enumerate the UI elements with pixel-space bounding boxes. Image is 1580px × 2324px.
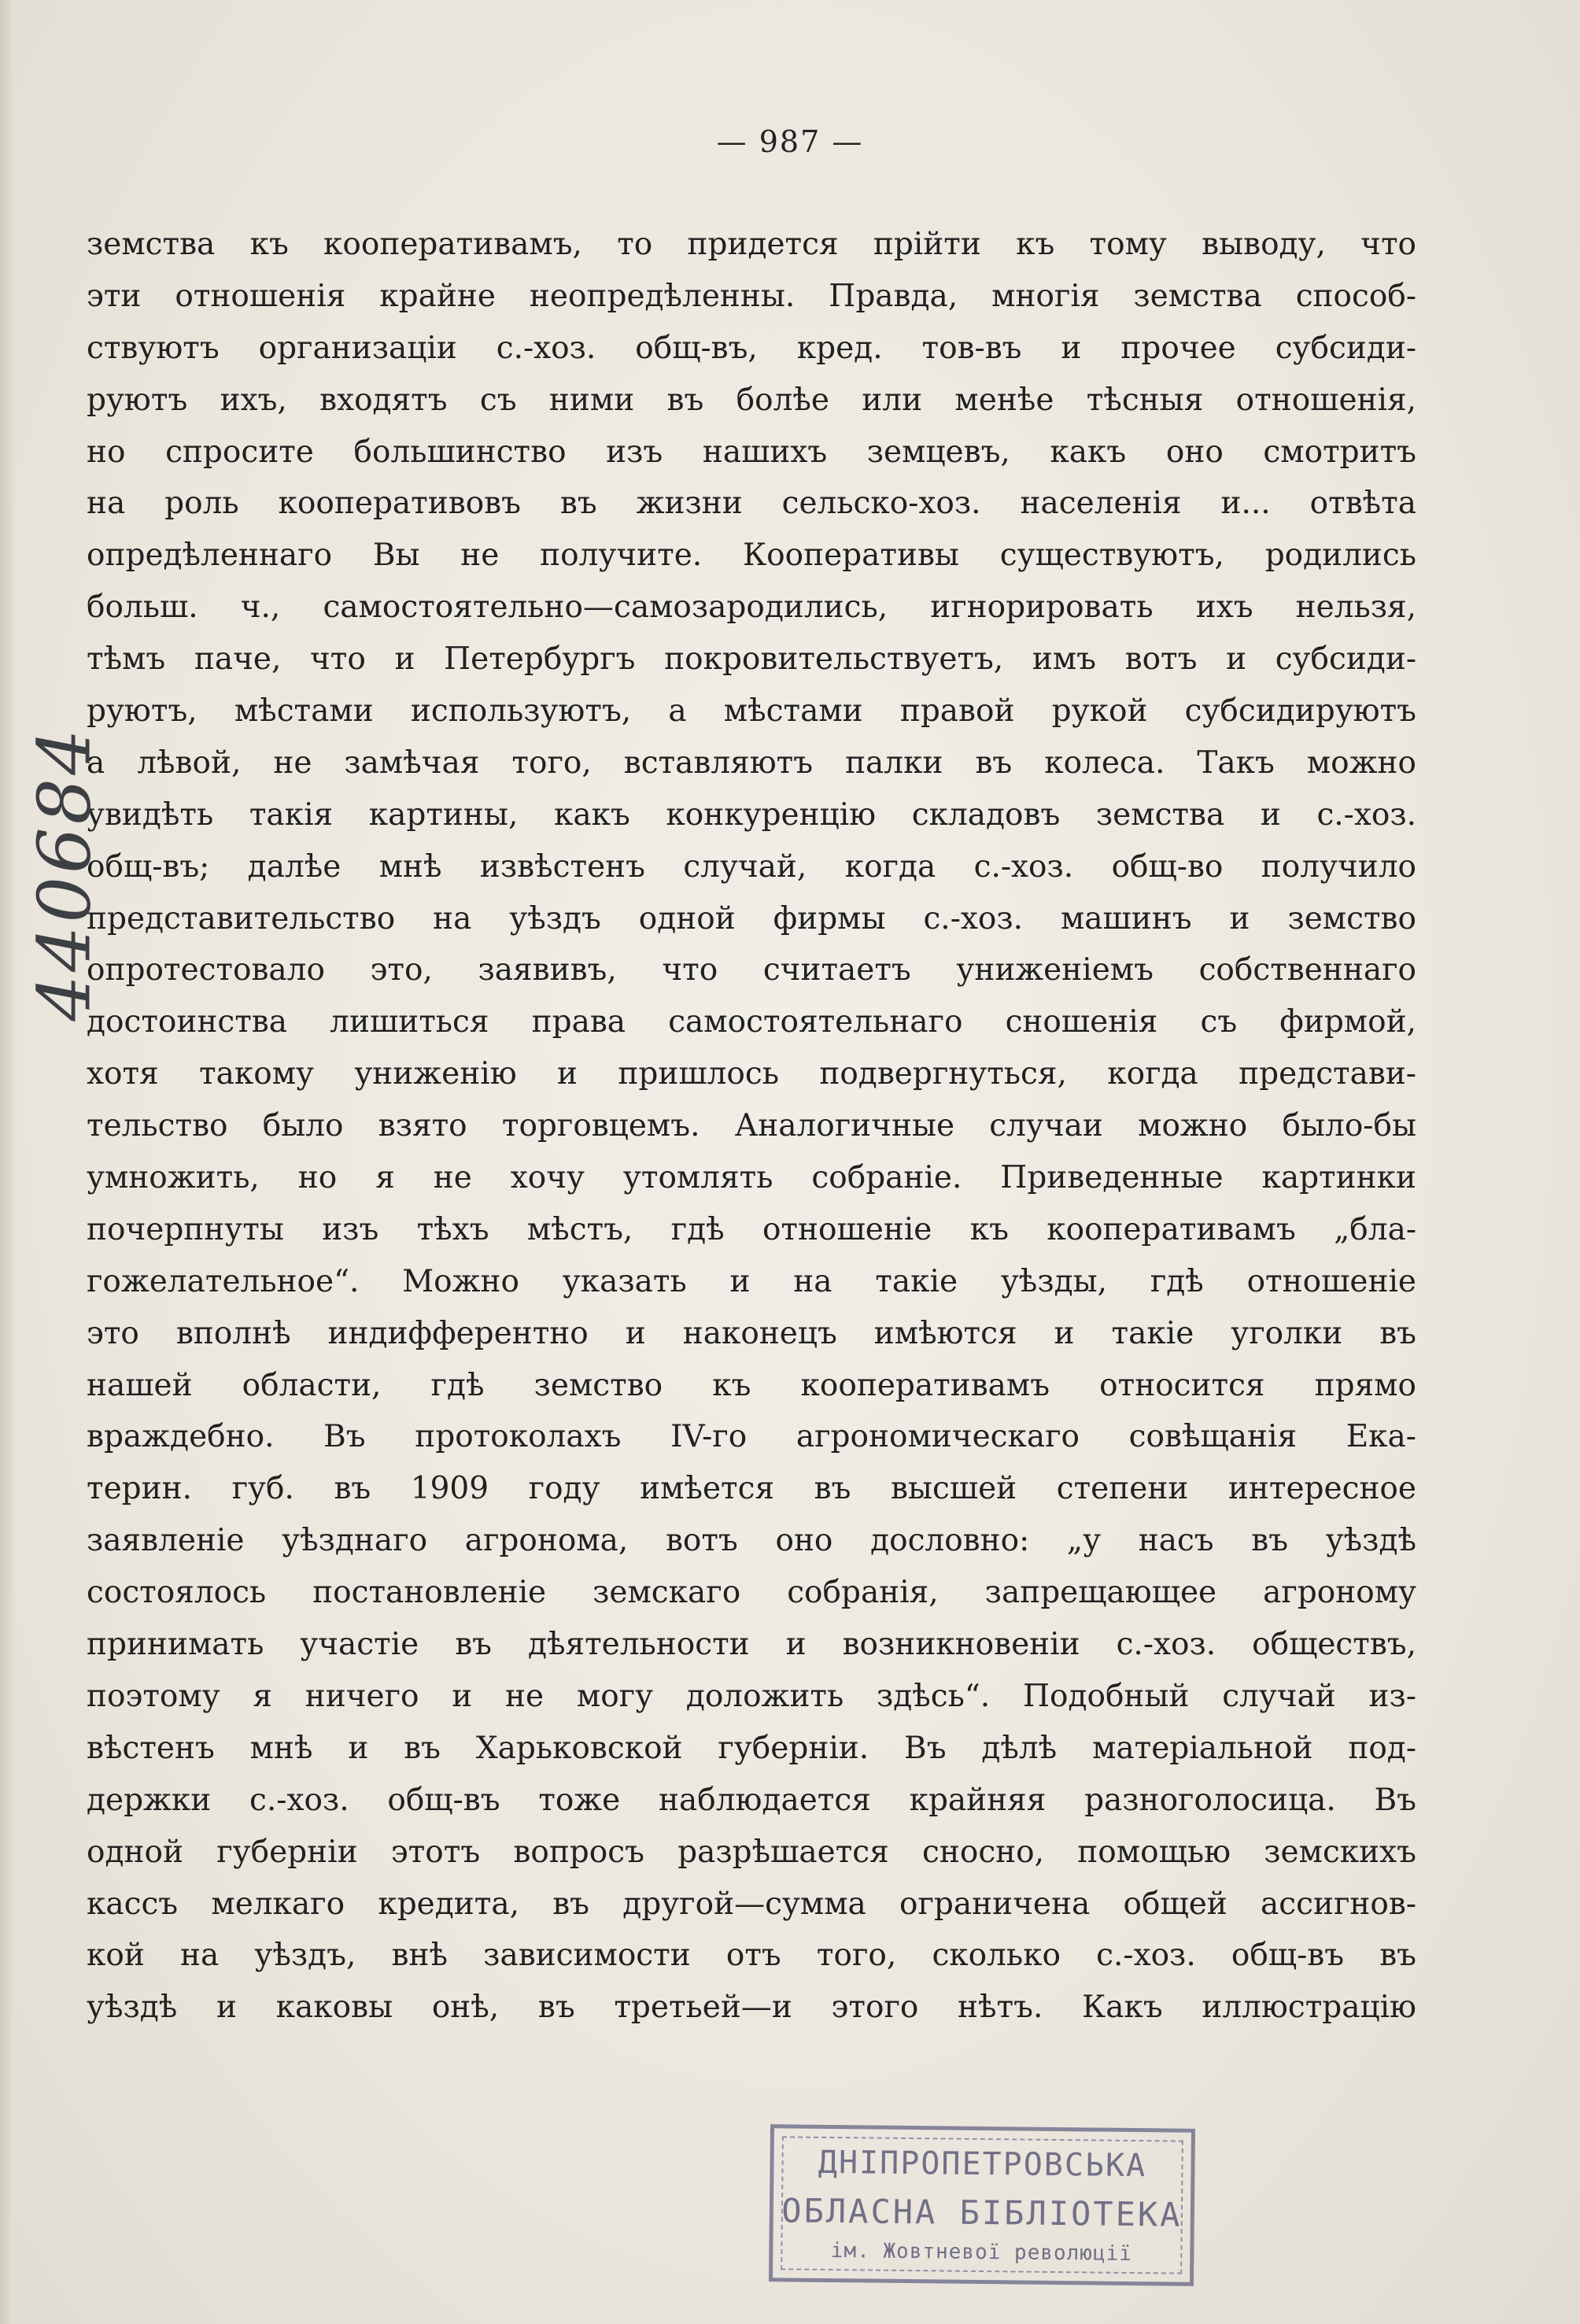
page-number: — 987 — [716,124,864,159]
text-line: терин. губ. въ 1909 году имѣется въ высшей степени интересное [87,1471,1416,1507]
text-line: умножить, но я не хочу утомлять собраніе. Приведенные картинки [87,1160,1416,1196]
library-stamp [769,2124,1195,2286]
text-line: тѣмъ паче, что и Петербургъ покровительствуетъ, имъ вотъ и субсиди- [87,641,1416,678]
text-line: но спросите большинство изъ нашихъ земцевъ, какъ оно смотритъ [87,434,1416,470]
text-line: держки с.-хоз. общ-въ тоже наблюдается крайняя разноголосица. Въ [87,1782,1416,1818]
text-line: враждебно. Въ протоколахъ IV-го агрономическаго совѣщанія Ека- [87,1419,1416,1455]
body-text [87,219,1416,2034]
text-line: представительство на уѣздъ одной фирмы с.-хоз. машинъ и земство [87,900,1416,937]
text-line: эти отношенія крайне неопредѣленны. Правда, многія земства способ- [87,278,1416,314]
text-line: тельство было взято торговцемъ. Аналогичные случаи можно было-бы [87,1108,1416,1144]
page-spine-shadow [0,0,14,2324]
text-line: кой на уѣздъ, внѣ зависимости отъ того, сколько с.-хоз. общ-въ въ [87,1938,1416,1974]
text-line: увидѣть такія картины, какъ конкуренцію складовъ земства и с.-хоз. [87,796,1416,833]
text-line: на роль кооперативовъ въ жизни сельско-хоз. населенія и... отвѣта [87,486,1416,522]
text-line: гожелательное“. Можно указать и на такіе уѣзды, гдѣ отношеніе [87,1263,1416,1299]
text-line: это вполнѣ индифферентно и наконецъ имѣются и такіе уголки въ [87,1315,1416,1351]
text-line: почерпнуты изъ тѣхъ мѣстъ, гдѣ отношеніе къ кооперативамъ „бла- [87,1211,1416,1247]
text-line: нашей области, гдѣ земство къ кооперативамъ относится прямо [87,1367,1416,1403]
text-line: руютъ ихъ, входятъ съ ними въ болѣе или менѣе тѣсныя отношенія, [87,382,1416,418]
text-line: одной губерніи этотъ вопросъ разрѣшается сносно, помощью земскихъ [87,1834,1416,1870]
text-line: руютъ, мѣстами используютъ, а мѣстами правой рукой субсидируютъ [87,693,1416,730]
text-line: ствуютъ организаціи с.-хоз. общ-въ, кред. тов-въ и прочее субсиди- [87,330,1416,366]
text-line: состоялось постановленіе земскаго собранія, запрещающее агроному [87,1575,1416,1611]
text-line: а лѣвой, не замѣчая того, вставляютъ палки въ колеса. Такъ можно [87,744,1416,781]
text-line: заявленіе уѣзднаго агронома, вотъ оно дословно: „у насъ въ уѣздѣ [87,1523,1416,1559]
text-line: земства къ кооперативамъ, то придется прійти къ тому выводу, что [87,227,1416,262]
text-line: поэтому я ничего и не могу доложить здѣсь“. Подобный случай из- [87,1678,1416,1714]
text-line: принимать участіе въ дѣятельности и возникновеніи с.-хоз. обществъ, [87,1627,1416,1663]
text-line: опротестовало это, заявивъ, что считаетъ униженіемъ собственнаго [87,952,1416,988]
text-line: опредѣленнаго Вы не получите. Кооперативы существуютъ, родились [87,538,1416,574]
text-line: больш. ч., самостоятельно—самозародились, игнорировать ихъ нельзя, [87,589,1416,626]
text-line: хотя такому униженію и пришлось подвергнуться, когда представи- [87,1056,1416,1092]
stamp-line-1: ДНІПРОПЕТРОВСЬКА [818,2144,1147,2185]
text-line: достоинства лишиться права самостоятельнаго сношенія съ фирмой, [87,1004,1416,1040]
stamp-line-2: ОБЛАСНА БІБЛІОТЕКА [781,2191,1183,2234]
text-line: уѣздѣ и каковы онѣ, въ третьей—и этого нѣтъ. Какъ иллюстрацію [87,1990,1416,2026]
text-line: вѣстенъ мнѣ и въ Харьковской губерніи. Въ дѣлѣ матеріальной под- [87,1730,1416,1766]
text-line: кассъ мелкаго кредита, въ другой—сумма ограничена общей ассигнов- [87,1886,1416,1922]
inventory-number-text: 440684 [22,726,107,1022]
text-line: общ-въ; далѣе мнѣ извѣстенъ случай, когда с.-хоз. общ-во получило [87,848,1416,885]
handwritten-inventory-number [17,693,112,1055]
stamp-line-3: ім. Жовтневої революції [830,2238,1133,2267]
